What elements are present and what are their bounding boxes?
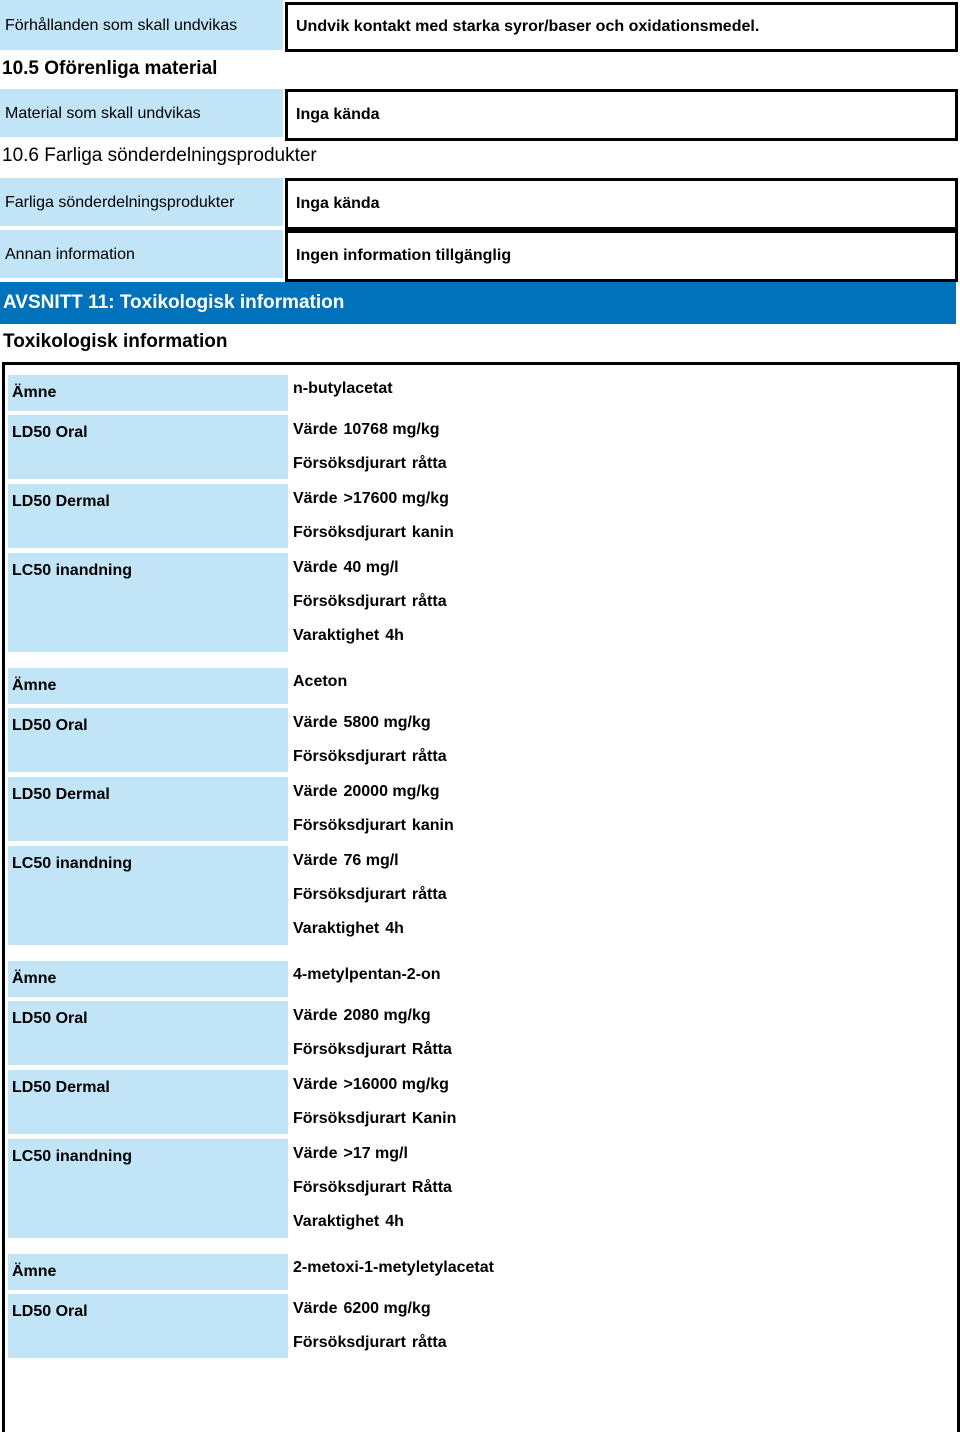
lc50-inhalation-value-key: Värde bbox=[293, 852, 338, 869]
ld50-oral-species-key: Försöksdjurart bbox=[293, 1041, 406, 1058]
ld50-oral-species-key: Försöksdjurart bbox=[293, 455, 406, 472]
substance-amne-label: Ämne bbox=[8, 1254, 288, 1290]
other-info-value: Ingen information tillgänglig bbox=[285, 230, 958, 282]
lc50-inhalation-value bbox=[293, 559, 399, 577]
substance-name: Aceton bbox=[293, 673, 348, 690]
avoid-conditions-value: Undvik kontakt med starka syror/baser och oxidationsmedel. bbox=[285, 2, 958, 52]
lc50-inhalation-species bbox=[293, 1179, 452, 1197]
ld50-oral-value-val: 10768 mg/kg bbox=[343, 421, 440, 438]
lc50-inhalation-species-key: Försöksdjurart bbox=[293, 593, 406, 610]
lc50-inhalation-duration-key: Varaktighet bbox=[293, 1213, 380, 1230]
ld50-oral-value bbox=[293, 1007, 431, 1025]
substance-amne-label: Ämne bbox=[8, 668, 288, 704]
ld50-dermal-species-val: kanin bbox=[411, 524, 454, 541]
lc50-inhalation-species-key: Försöksdjurart bbox=[293, 1179, 406, 1196]
hazardous-products-label: Farliga sönderdelningsprodukter bbox=[0, 178, 283, 226]
lc50-inhalation-value-val: 76 mg/l bbox=[343, 852, 399, 869]
lc50-inhalation-duration-key: Varaktighet bbox=[293, 627, 380, 644]
lc50-inhalation-value bbox=[293, 1145, 408, 1163]
lc50-inhalation-value-val: >17 mg/l bbox=[343, 1145, 408, 1162]
section-10-5-title: 10.5 Oförenliga material bbox=[2, 58, 218, 79]
lc50-inhalation-duration-key: Varaktighet bbox=[293, 920, 380, 937]
lc50-inhalation-value-key: Värde bbox=[293, 1145, 338, 1162]
lc50-inhalation-species-val: råtta bbox=[411, 886, 447, 903]
ld50-oral-value-key: Värde bbox=[293, 421, 338, 438]
ld50-dermal-species bbox=[293, 817, 454, 835]
ld50-dermal-value-key: Värde bbox=[293, 1076, 338, 1093]
substance-name: 4-metylpentan-2-on bbox=[293, 966, 441, 983]
lc50-inhalation-duration-val: 4h bbox=[385, 1213, 404, 1230]
lc50-inhalation-species-key: Försöksdjurart bbox=[293, 886, 406, 903]
ld50-dermal-value-val: >16000 mg/kg bbox=[343, 1076, 449, 1093]
ld50-oral-species-key: Försöksdjurart bbox=[293, 1334, 406, 1351]
ld50-oral-value-key: Värde bbox=[293, 714, 338, 731]
ld50-oral-species-key: Försöksdjurart bbox=[293, 748, 406, 765]
ld50-oral-species-val: råtta bbox=[411, 748, 447, 765]
substance-name: 2-metoxi-1-metyletylacetat bbox=[293, 1259, 494, 1276]
ld50-dermal-value bbox=[293, 783, 440, 801]
ld50-oral-label: LD50 Oral bbox=[8, 1001, 288, 1065]
ld50-oral-species-val: Råtta bbox=[411, 1041, 452, 1058]
ld50-dermal-species-key: Försöksdjurart bbox=[293, 1110, 406, 1127]
ld50-dermal-value bbox=[293, 490, 449, 508]
lc50-inhalation-duration bbox=[293, 627, 404, 645]
lc50-inhalation-species bbox=[293, 886, 447, 904]
ld50-oral-value-val: 6200 mg/kg bbox=[343, 1300, 431, 1317]
lc50-inhalation-value-key: Värde bbox=[293, 559, 338, 576]
section-10-6-title: 10.6 Farliga sönderdelningsprodukter bbox=[2, 145, 317, 166]
lc50-inhalation-duration bbox=[293, 1213, 404, 1231]
ld50-oral-species bbox=[293, 1041, 452, 1059]
ld50-dermal-label: LD50 Dermal bbox=[8, 777, 288, 841]
ld50-oral-label: LD50 Oral bbox=[8, 415, 288, 479]
ld50-dermal-species bbox=[293, 1110, 456, 1128]
ld50-oral-value-val: 5800 mg/kg bbox=[343, 714, 431, 731]
ld50-oral-species bbox=[293, 455, 447, 473]
materials-value: Inga kända bbox=[285, 89, 958, 141]
ld50-oral-label: LD50 Oral bbox=[8, 1294, 288, 1358]
lc50-inhalation-label: LC50 inandning bbox=[8, 553, 288, 652]
lc50-inhalation-species bbox=[293, 593, 447, 611]
hazardous-products-value: Inga kända bbox=[285, 178, 958, 230]
toxicology-subtitle: Toxikologisk information bbox=[3, 331, 228, 352]
ld50-dermal-value-val: 20000 mg/kg bbox=[343, 783, 440, 800]
ld50-oral-value bbox=[293, 421, 440, 439]
lc50-inhalation-species-val: råtta bbox=[411, 593, 447, 610]
section-11-banner: AVSNITT 11: Toxikologisk information bbox=[0, 282, 956, 324]
lc50-inhalation-duration-val: 4h bbox=[385, 920, 404, 937]
ld50-dermal-species-val: Kanin bbox=[411, 1110, 457, 1127]
ld50-oral-value-val: 2080 mg/kg bbox=[343, 1007, 431, 1024]
ld50-oral-species-val: råtta bbox=[411, 1334, 447, 1351]
ld50-oral-species bbox=[293, 748, 447, 766]
lc50-inhalation-duration-val: 4h bbox=[385, 627, 404, 644]
ld50-dermal-species bbox=[293, 524, 454, 542]
ld50-dermal-label: LD50 Dermal bbox=[8, 1070, 288, 1134]
lc50-inhalation-value-val: 40 mg/l bbox=[343, 559, 399, 576]
lc50-inhalation-label: LC50 inandning bbox=[8, 1139, 288, 1238]
materials-label: Material som skall undvikas bbox=[0, 89, 283, 137]
ld50-oral-label: LD50 Oral bbox=[8, 708, 288, 772]
ld50-dermal-species-key: Försöksdjurart bbox=[293, 817, 406, 834]
ld50-oral-species-val: råtta bbox=[411, 455, 447, 472]
substance-amne-label: Ämne bbox=[8, 961, 288, 997]
ld50-dermal-value-key: Värde bbox=[293, 490, 338, 507]
ld50-dermal-label: LD50 Dermal bbox=[8, 484, 288, 548]
ld50-dermal-species-val: kanin bbox=[411, 817, 454, 834]
substance-name: n-butylacetat bbox=[293, 380, 393, 397]
ld50-dermal-species-key: Försöksdjurart bbox=[293, 524, 406, 541]
ld50-dermal-value-val: >17600 mg/kg bbox=[343, 490, 449, 507]
lc50-inhalation-label: LC50 inandning bbox=[8, 846, 288, 945]
lc50-inhalation-duration bbox=[293, 920, 404, 938]
substance-amne-label: Ämne bbox=[8, 375, 288, 411]
ld50-oral-value bbox=[293, 714, 431, 732]
avoid-conditions-label: Förhållanden som skall undvikas bbox=[0, 0, 283, 50]
ld50-oral-species bbox=[293, 1334, 447, 1352]
ld50-dermal-value bbox=[293, 1076, 449, 1094]
other-info-label: Annan information bbox=[0, 230, 283, 278]
ld50-oral-value bbox=[293, 1300, 431, 1318]
ld50-oral-value-key: Värde bbox=[293, 1007, 338, 1024]
ld50-dermal-value-key: Värde bbox=[293, 783, 338, 800]
lc50-inhalation-species-val: Råtta bbox=[411, 1179, 452, 1196]
ld50-oral-value-key: Värde bbox=[293, 1300, 338, 1317]
lc50-inhalation-value bbox=[293, 852, 399, 870]
